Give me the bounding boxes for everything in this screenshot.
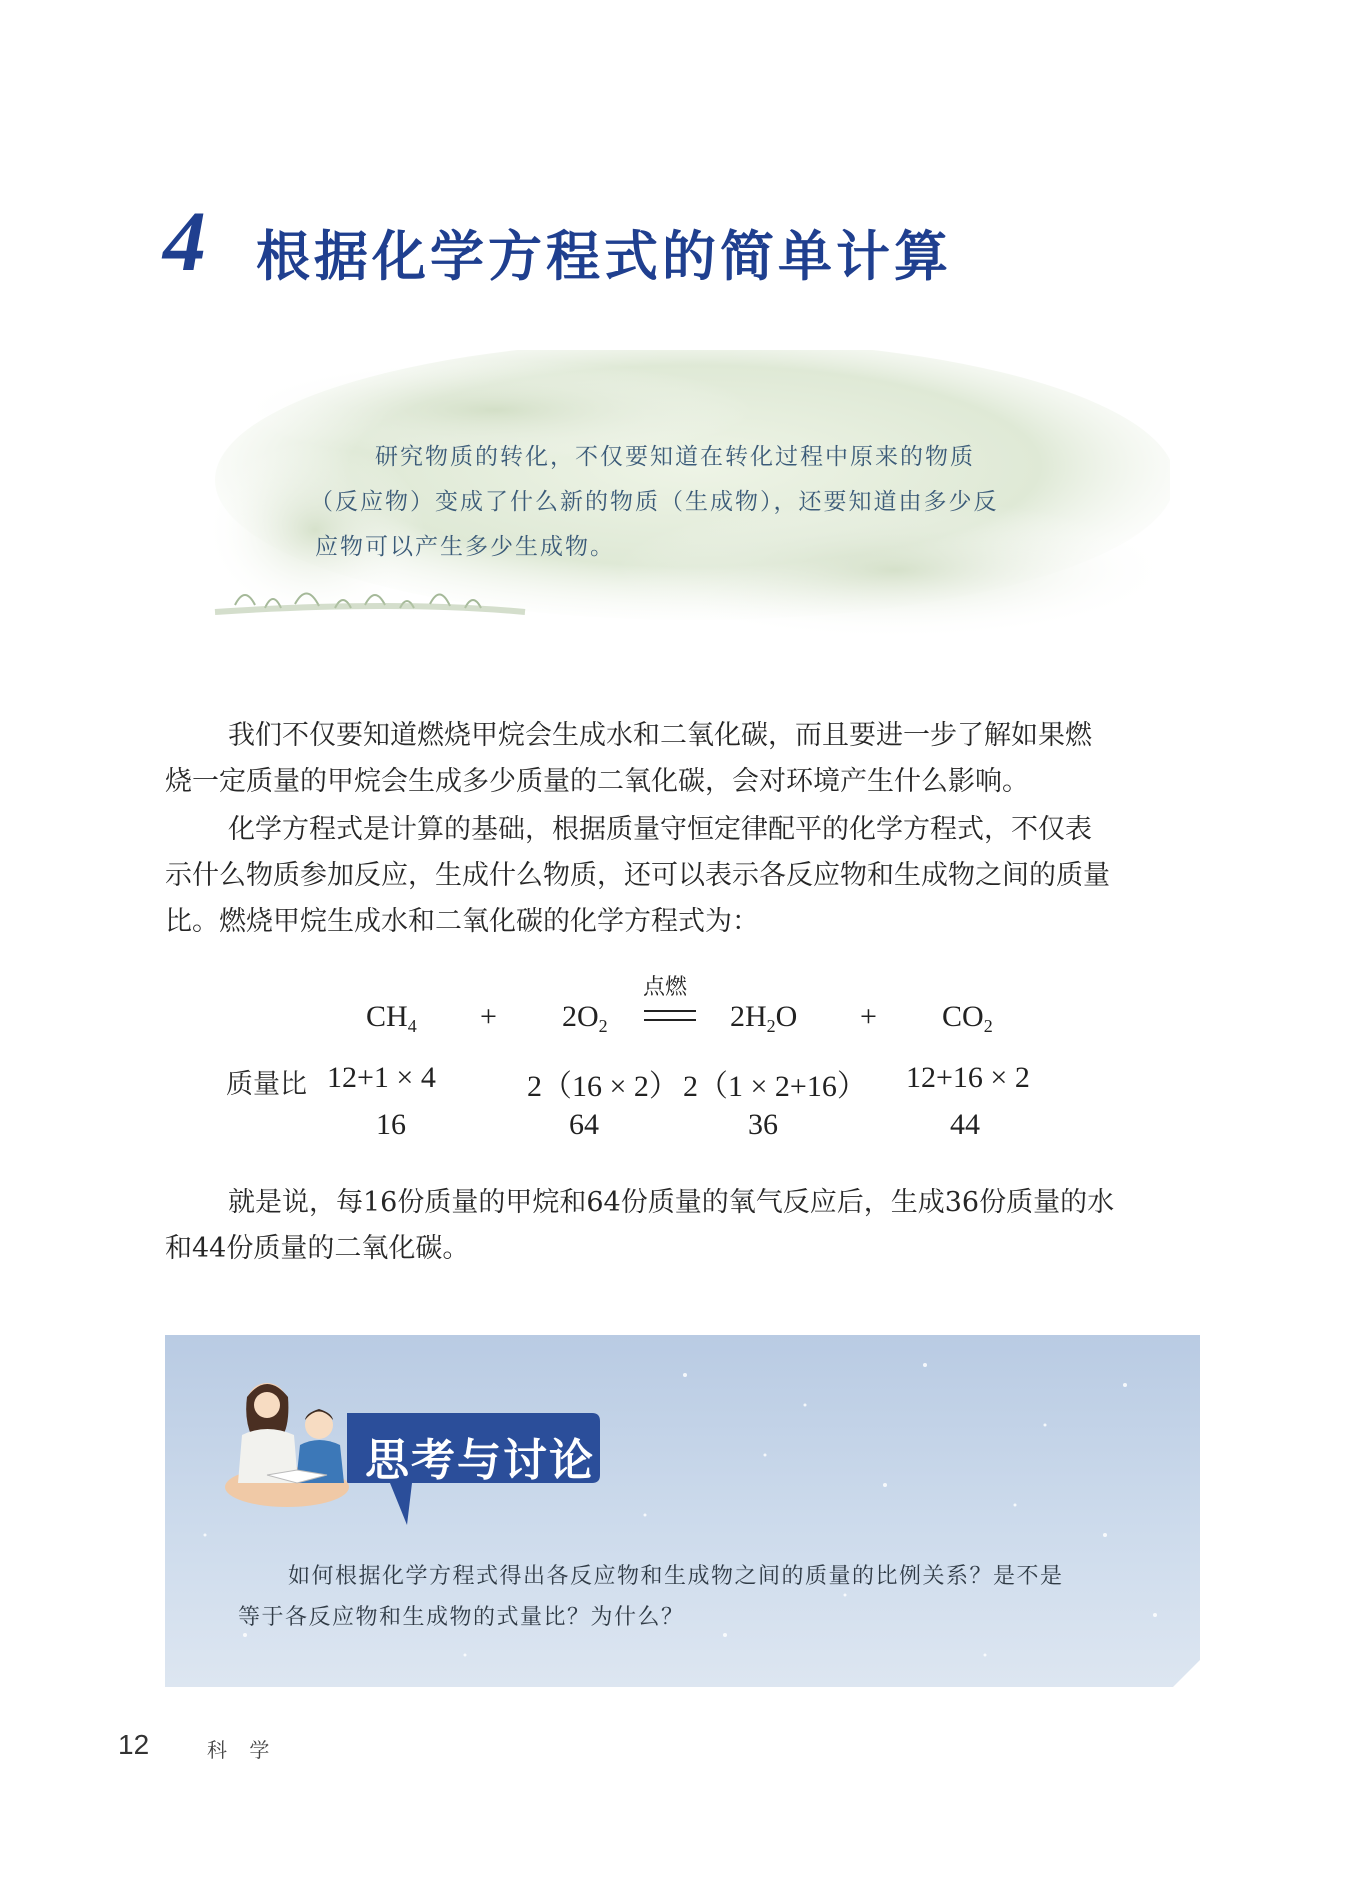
mass-ratio-expression: 2（16 × 2） [527, 1070, 679, 1103]
section-number: 4 [163, 193, 206, 289]
discussion-text [238, 1556, 1158, 1638]
intro-text [310, 435, 1035, 570]
paragraph-1 [165, 713, 1200, 805]
reactant-oxygen: $2O_2$ [562, 1000, 608, 1036]
subject-label: 科 学 [207, 1738, 278, 1762]
mass-ratio-value: 16 [376, 1108, 406, 1141]
mass-ratio-label: 质量比 [226, 1069, 307, 1100]
intro-line: 研究物质的转化，不仅要知道在转化过程中原来的物质 [375, 444, 975, 470]
page-number: 12 [118, 1729, 150, 1760]
text-line: 烧一定质量的甲烷会生成多少质量的二氧化碳，会对环境产生什么影响。 [165, 766, 1029, 797]
equals-double-line [642, 1008, 698, 1024]
product-co2: $CO_2$ [942, 1000, 993, 1036]
paragraph-3 [165, 1180, 1200, 1272]
text-line: 如何根据化学方程式得出各反应物和生成物之间的质量的比例关系？是不是 [288, 1564, 1064, 1589]
mass-ratio-expression: 12+16 × 2 [906, 1061, 1030, 1094]
text-line: 化学方程式是计算的基础，根据质量守恒定律配平的化学方程式，不仅表 [228, 814, 1092, 845]
discussion-label: 思考与讨论 [365, 1435, 595, 1486]
mass-ratio-value: 64 [569, 1108, 599, 1141]
text-line: 和44份质量的二氧化碳。 [165, 1233, 470, 1264]
section-title: 根据化学方程式的简单计算 [256, 225, 952, 288]
reactant-methane: $CH_4$ [366, 1000, 417, 1036]
intro-line: （反应物）变成了什么新的物质（生成物），还要知道由多少反 [310, 489, 999, 515]
mass-ratio-value: 36 [748, 1108, 778, 1141]
text-line: 比。燃烧甲烷生成水和二氧化碳的化学方程式为： [165, 906, 759, 937]
plus-sign: + [480, 1000, 497, 1033]
reaction-condition: 点燃 [643, 975, 688, 1000]
mass-ratio-expression: 2（1 × 2+16） [683, 1070, 867, 1103]
text-line: 等于各反应物和生成物的式量比？为什么？ [238, 1605, 685, 1630]
intro-line: 应物可以产生多少生成物。 [315, 534, 615, 560]
mass-ratio-expression: 12+1 × 4 [327, 1061, 436, 1094]
paragraph-2 [165, 807, 1200, 945]
product-water: $2H_2O$ [730, 1000, 798, 1036]
text-line: 示什么物质参加反应，生成什么物质，还可以表示各反应物和生成物之间的质量 [165, 860, 1110, 891]
mass-ratio-value: 44 [950, 1108, 980, 1141]
text-line: 就是说，每16份质量的甲烷和64份质量的氧气反应后，生成36份质量的水 [228, 1187, 1115, 1218]
text-line: 我们不仅要知道燃烧甲烷会生成水和二氧化碳，而且要进一步了解如果燃 [228, 720, 1092, 751]
plus-sign: + [860, 1000, 877, 1033]
